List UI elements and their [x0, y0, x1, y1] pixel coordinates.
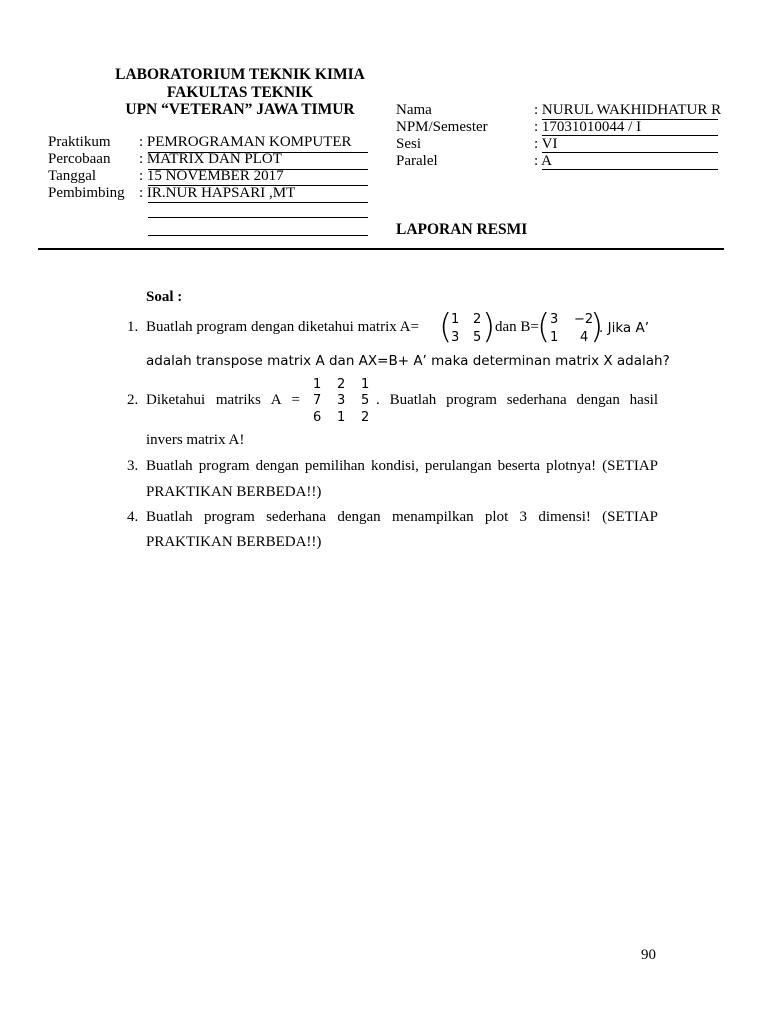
matrix-cell: 3	[451, 330, 460, 345]
question-text: . Jika A’	[599, 320, 649, 336]
field-pembimbing	[48, 185, 378, 203]
underline	[148, 217, 368, 218]
question-text	[146, 392, 300, 409]
question-text: Buatlah program dengan diketahui matrix A=	[146, 319, 419, 335]
question-number: 3.	[127, 458, 139, 474]
underline	[148, 185, 368, 186]
underline	[148, 235, 368, 236]
underline	[542, 135, 718, 136]
question-text: dan B=	[495, 319, 539, 335]
faculty-title: FAKULTAS TEKNIK	[166, 84, 314, 101]
question-number: 1.	[127, 319, 139, 335]
field-value: : A	[534, 153, 552, 169]
underline	[542, 119, 718, 120]
matrix-cell: 4	[580, 330, 589, 345]
matrix-cell: 2	[473, 312, 482, 327]
right-paren-glyph: )	[590, 307, 604, 347]
question-text: PRAKTIKAN BERBEDA!!)	[146, 484, 322, 500]
field-praktikum	[48, 134, 378, 152]
left-paren-glyph: (	[537, 307, 551, 347]
field-tanggal	[48, 168, 378, 186]
right-paren-glyph: )	[482, 307, 496, 347]
question-text: invers matrix A!	[146, 432, 245, 448]
field-value: : 17031010044 / I	[534, 119, 642, 135]
question-text	[376, 392, 658, 409]
matrix-cell: 3	[550, 312, 559, 327]
field-label: Percobaan	[48, 151, 111, 167]
left-info-block	[48, 134, 378, 244]
underline	[148, 169, 368, 170]
matrix-cell: 1	[550, 330, 559, 345]
header-divider	[38, 248, 724, 250]
underline	[542, 169, 718, 170]
matrix-cell: 5	[361, 393, 370, 408]
field-nama	[396, 102, 736, 120]
matrix-cell: 2	[337, 377, 346, 392]
matrix-cell: 2	[361, 410, 370, 425]
underline	[148, 152, 368, 153]
field-label: Praktikum	[48, 134, 111, 150]
field-value: : PEMROGRAMAN KOMPUTER	[139, 134, 352, 150]
field-label: Tanggal	[48, 168, 97, 184]
question-text-line: Buatlah program sederhana dengan menampilkan plot 3 dimensi! (SETIAP	[146, 509, 658, 525]
field-label: Pembimbing	[48, 185, 125, 201]
matrix-cell: 6	[313, 410, 322, 425]
field-value: : MATRIX DAN PLOT	[139, 151, 282, 167]
soal-heading: Soal :	[146, 289, 183, 305]
matrix-cell: 7	[313, 393, 322, 408]
question-number: 4.	[127, 509, 139, 525]
question-text	[146, 458, 658, 475]
matrix-cell: 1	[337, 410, 346, 425]
question-number: 2.	[127, 392, 139, 408]
field-value: : VI	[534, 136, 558, 152]
field-label: Nama	[396, 102, 432, 118]
right-info-block	[396, 102, 736, 182]
question-text-line: Diketahui matriks A =	[146, 392, 300, 408]
matrix-cell: 5	[473, 330, 482, 345]
field-value: : NURUL WAKHIDHATUR R	[534, 102, 722, 118]
field-value: : IR.NUR HAPSARI ,MT	[139, 185, 296, 201]
matrix-cell: 1	[361, 377, 370, 392]
matrix-cell: 1	[451, 312, 460, 327]
question-text: PRAKTIKAN BERBEDA!!)	[146, 534, 322, 550]
report-title: LAPORAN RESMI	[396, 221, 528, 238]
matrix-cell: 1	[313, 377, 322, 392]
field-value: : 15 NOVEMBER 2017	[139, 168, 284, 184]
underline	[148, 202, 368, 203]
matrix-cell: 3	[337, 393, 346, 408]
field-percobaan	[48, 151, 378, 169]
field-label: Paralel	[396, 153, 438, 169]
matrix-cell: −2	[574, 312, 594, 327]
field-label: NPM/Semester	[396, 119, 488, 135]
left-paren-glyph: (	[439, 307, 453, 347]
question-text: adalah transpose matrix A dan AX=B+ A’ maka determinan matrix X adalah?	[146, 353, 670, 369]
field-label: Sesi	[396, 136, 422, 152]
page-number: 90	[641, 947, 656, 963]
underline	[542, 152, 718, 153]
university-title: UPN “VETERAN” JAWA TIMUR	[125, 101, 355, 118]
question-text	[146, 509, 658, 526]
question-text-line: Buatlah program dengan pemilihan kondisi, perulangan beserta plotnya! (SETIAP	[146, 458, 658, 474]
question-text-line: . Buatlah program sederhana dengan hasil	[376, 392, 658, 408]
lab-title: LABORATORIUM TEKNIK KIMIA	[115, 66, 365, 83]
